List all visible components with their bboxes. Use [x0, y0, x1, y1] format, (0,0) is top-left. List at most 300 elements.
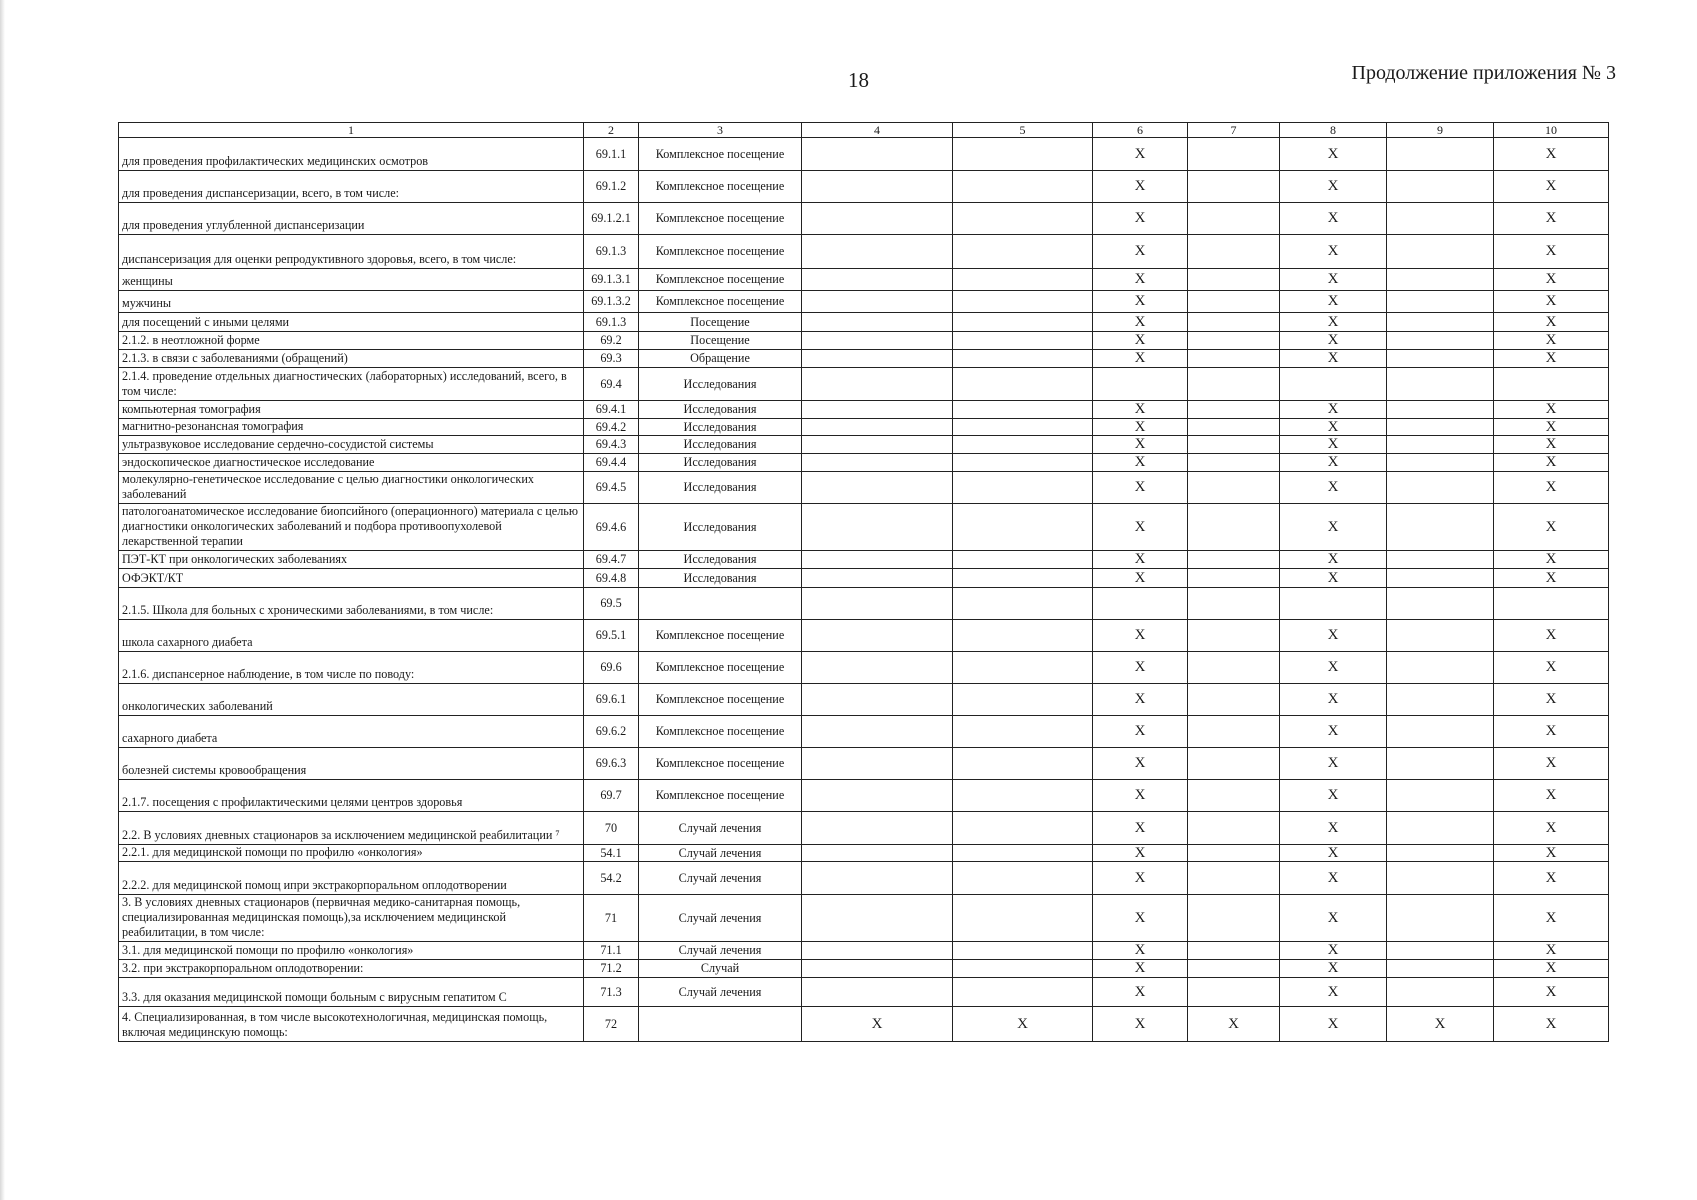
mark-cell-4 — [802, 138, 953, 171]
mark-cell-7 — [1188, 332, 1280, 350]
mark-cell-6: X — [1093, 652, 1188, 684]
mark-cell-4 — [802, 942, 953, 960]
mark-cell-4 — [802, 350, 953, 368]
table-row — [119, 171, 1609, 203]
mark-cell-6: X — [1093, 203, 1188, 235]
page-number: 18 — [848, 68, 869, 92]
row-code-cell: 69.5 — [584, 588, 639, 620]
mark-cell-9 — [1387, 845, 1494, 862]
mark-cell-7 — [1188, 368, 1280, 401]
mark-cell-8: X — [1280, 436, 1387, 454]
row-name-cell: 2.1.6. диспансерное наблюдение, в том числе по поводу: — [119, 652, 584, 684]
row-name-cell: 2.1.2. в неотложной форме — [119, 332, 584, 350]
table-row — [119, 454, 1609, 472]
row-name-cell: 2.1.5. Школа для больных с хроническими заболеваниями, в том числе: — [119, 588, 584, 620]
mark-cell-5 — [953, 332, 1093, 350]
mark-cell-10 — [1494, 368, 1609, 401]
mark-cell-8: X — [1280, 960, 1387, 978]
mark-cell-7 — [1188, 454, 1280, 472]
row-code-cell: 54.2 — [584, 862, 639, 895]
column-header-3: 3 — [639, 123, 802, 138]
row-name-cell: ОФЭКТ/КТ — [119, 569, 584, 588]
mark-cell-7 — [1188, 504, 1280, 551]
table-row — [119, 1007, 1609, 1042]
mark-cell-7 — [1188, 652, 1280, 684]
mark-cell-4 — [802, 269, 953, 291]
mark-cell-10: X — [1494, 419, 1609, 436]
row-code-cell: 69.3 — [584, 350, 639, 368]
mark-cell-4 — [802, 716, 953, 748]
row-code-cell: 69.7 — [584, 780, 639, 812]
row-name-cell: ПЭТ-КТ при онкологических заболеваниях — [119, 551, 584, 569]
mark-cell-10: X — [1494, 436, 1609, 454]
mark-cell-8: X — [1280, 332, 1387, 350]
mark-cell-8: X — [1280, 454, 1387, 472]
row-code-cell: 69.1.3 — [584, 235, 639, 269]
table-header-row — [119, 123, 1609, 138]
mark-cell-6: X — [1093, 138, 1188, 171]
mark-cell-10: X — [1494, 203, 1609, 235]
mark-cell-7 — [1188, 171, 1280, 203]
mark-cell-8: X — [1280, 748, 1387, 780]
mark-cell-5 — [953, 350, 1093, 368]
mark-cell-4 — [802, 332, 953, 350]
mark-cell-10: X — [1494, 569, 1609, 588]
mark-cell-8: X — [1280, 291, 1387, 313]
mark-cell-9 — [1387, 171, 1494, 203]
table-row — [119, 291, 1609, 313]
mark-cell-7 — [1188, 942, 1280, 960]
row-unit-cell: Комплексное посещение — [639, 138, 802, 171]
mark-cell-6: X — [1093, 895, 1188, 942]
mark-cell-9 — [1387, 780, 1494, 812]
mark-cell-10: X — [1494, 138, 1609, 171]
mark-cell-9 — [1387, 454, 1494, 472]
mark-cell-6 — [1093, 368, 1188, 401]
row-name-cell: для проведения профилактических медицинских осмотров — [119, 138, 584, 171]
mark-cell-9 — [1387, 895, 1494, 942]
mark-cell-10: X — [1494, 942, 1609, 960]
mark-cell-5 — [953, 235, 1093, 269]
mark-cell-8: X — [1280, 780, 1387, 812]
table-row — [119, 684, 1609, 716]
mark-cell-6: X — [1093, 401, 1188, 419]
mark-cell-5 — [953, 780, 1093, 812]
mark-cell-6: X — [1093, 332, 1188, 350]
mark-cell-6: X — [1093, 504, 1188, 551]
mark-cell-9 — [1387, 588, 1494, 620]
table-row — [119, 551, 1609, 569]
row-unit-cell: Комплексное посещение — [639, 171, 802, 203]
row-name-cell: молекулярно-генетическое исследование с целью диагностики онкологических заболеваний — [119, 472, 584, 504]
mark-cell-6: X — [1093, 960, 1188, 978]
table-row — [119, 138, 1609, 171]
row-code-cell: 69.6.2 — [584, 716, 639, 748]
row-unit-cell: Обращение — [639, 350, 802, 368]
row-code-cell: 71.2 — [584, 960, 639, 978]
row-code-cell: 69.4.3 — [584, 436, 639, 454]
row-code-cell: 69.1.3.1 — [584, 269, 639, 291]
mark-cell-6: X — [1093, 454, 1188, 472]
mark-cell-7 — [1188, 845, 1280, 862]
mark-cell-10: X — [1494, 401, 1609, 419]
row-name-cell: онкологических заболеваний — [119, 684, 584, 716]
mark-cell-8: X — [1280, 401, 1387, 419]
mark-cell-8: X — [1280, 235, 1387, 269]
mark-cell-7 — [1188, 748, 1280, 780]
row-code-cell: 69.4.4 — [584, 454, 639, 472]
mark-cell-7 — [1188, 138, 1280, 171]
mark-cell-8: X — [1280, 1007, 1387, 1042]
mark-cell-7 — [1188, 291, 1280, 313]
row-name-cell: для проведения углубленной диспансеризации — [119, 203, 584, 235]
row-name-cell: магнитно-резонансная томография — [119, 419, 584, 436]
mark-cell-7 — [1188, 313, 1280, 332]
mark-cell-4 — [802, 235, 953, 269]
row-unit-cell: Исследования — [639, 504, 802, 551]
mark-cell-8: X — [1280, 350, 1387, 368]
mark-cell-5 — [953, 269, 1093, 291]
row-unit-cell: Комплексное посещение — [639, 269, 802, 291]
row-name-cell: школа сахарного диабета — [119, 620, 584, 652]
table-row — [119, 716, 1609, 748]
row-unit-cell: Комплексное посещение — [639, 716, 802, 748]
row-unit-cell: Комплексное посещение — [639, 684, 802, 716]
mark-cell-8 — [1280, 368, 1387, 401]
mark-cell-10: X — [1494, 291, 1609, 313]
row-code-cell: 69.6.1 — [584, 684, 639, 716]
mark-cell-7 — [1188, 812, 1280, 845]
mark-cell-10: X — [1494, 960, 1609, 978]
mark-cell-4 — [802, 291, 953, 313]
data-table — [118, 122, 1609, 1042]
mark-cell-5 — [953, 203, 1093, 235]
column-header-5: 5 — [953, 123, 1093, 138]
table-row — [119, 419, 1609, 436]
mark-cell-6: X — [1093, 419, 1188, 436]
row-name-cell: патологоанатомическое исследование биопсийного (операционного) материала с целью диагностики онкологических заболеваний и подбора противоопухолевой лекарственной терапии — [119, 504, 584, 551]
mark-cell-10: X — [1494, 812, 1609, 845]
mark-cell-5 — [953, 401, 1093, 419]
row-name-cell: 3.3. для оказания медицинской помощи больным с вирусным гепатитом С — [119, 978, 584, 1007]
row-name-cell: ультразвуковое исследование сердечно-сосудистой системы — [119, 436, 584, 454]
mark-cell-6: X — [1093, 862, 1188, 895]
mark-cell-4 — [802, 569, 953, 588]
mark-cell-8: X — [1280, 504, 1387, 551]
mark-cell-6: X — [1093, 472, 1188, 504]
mark-cell-5 — [953, 652, 1093, 684]
mark-cell-5 — [953, 748, 1093, 780]
mark-cell-9 — [1387, 620, 1494, 652]
table-row — [119, 332, 1609, 350]
column-header-10: 10 — [1494, 123, 1609, 138]
mark-cell-5 — [953, 313, 1093, 332]
mark-cell-9 — [1387, 419, 1494, 436]
mark-cell-4 — [802, 419, 953, 436]
row-unit-cell: Случай лечения — [639, 978, 802, 1007]
row-code-cell: 69.5.1 — [584, 620, 639, 652]
mark-cell-4 — [802, 551, 953, 569]
mark-cell-4 — [802, 960, 953, 978]
mark-cell-10: X — [1494, 862, 1609, 895]
mark-cell-10: X — [1494, 652, 1609, 684]
mark-cell-5 — [953, 504, 1093, 551]
mark-cell-9 — [1387, 368, 1494, 401]
row-code-cell: 69.6 — [584, 652, 639, 684]
row-unit-cell — [639, 588, 802, 620]
row-unit-cell: Исследования — [639, 551, 802, 569]
table-row — [119, 862, 1609, 895]
mark-cell-5 — [953, 472, 1093, 504]
column-header-8: 8 — [1280, 123, 1387, 138]
row-name-cell: мужчины — [119, 291, 584, 313]
mark-cell-5 — [953, 812, 1093, 845]
mark-cell-5 — [953, 942, 1093, 960]
row-code-cell: 69.4.1 — [584, 401, 639, 419]
row-unit-cell: Исследования — [639, 368, 802, 401]
mark-cell-10: X — [1494, 1007, 1609, 1042]
mark-cell-10: X — [1494, 748, 1609, 780]
mark-cell-6: X — [1093, 350, 1188, 368]
mark-cell-6: X — [1093, 551, 1188, 569]
row-name-cell: 2.2. В условиях дневных стационаров за исключением медицинской реабилитации ⁷ — [119, 812, 584, 845]
mark-cell-10: X — [1494, 684, 1609, 716]
mark-cell-6: X — [1093, 684, 1188, 716]
mark-cell-9 — [1387, 716, 1494, 748]
mark-cell-9 — [1387, 942, 1494, 960]
mark-cell-10: X — [1494, 504, 1609, 551]
mark-cell-10: X — [1494, 313, 1609, 332]
mark-cell-7 — [1188, 419, 1280, 436]
mark-cell-9 — [1387, 472, 1494, 504]
mark-cell-8: X — [1280, 862, 1387, 895]
mark-cell-9 — [1387, 978, 1494, 1007]
row-name-cell: 2.2.1. для медицинской помощи по профилю «онкология» — [119, 845, 584, 862]
mark-cell-5 — [953, 291, 1093, 313]
mark-cell-5 — [953, 588, 1093, 620]
row-unit-cell: Исследования — [639, 454, 802, 472]
mark-cell-6: X — [1093, 269, 1188, 291]
row-name-cell: эндоскопическое диагностическое исследование — [119, 454, 584, 472]
row-name-cell: 4. Специализированная, в том числе высокотехнологичная, медицинская помощь, включая медицинскую помощь: — [119, 1007, 584, 1042]
mark-cell-4 — [802, 652, 953, 684]
mark-cell-10: X — [1494, 269, 1609, 291]
column-header-1: 1 — [119, 123, 584, 138]
table-row — [119, 569, 1609, 588]
mark-cell-4 — [802, 504, 953, 551]
row-name-cell: 3.2. при экстракорпоральном оплодотворении: — [119, 960, 584, 978]
mark-cell-7 — [1188, 401, 1280, 419]
table-row — [119, 895, 1609, 942]
row-code-cell: 69.1.3.2 — [584, 291, 639, 313]
scan-edge — [0, 0, 5, 1200]
mark-cell-5 — [953, 620, 1093, 652]
table-row — [119, 436, 1609, 454]
mark-cell-6: X — [1093, 313, 1188, 332]
mark-cell-4: X — [802, 1007, 953, 1042]
mark-cell-10 — [1494, 588, 1609, 620]
mark-cell-4 — [802, 588, 953, 620]
mark-cell-5 — [953, 845, 1093, 862]
mark-cell-4 — [802, 748, 953, 780]
row-unit-cell: Посещение — [639, 313, 802, 332]
row-code-cell: 69.1.3 — [584, 313, 639, 332]
mark-cell-6: X — [1093, 1007, 1188, 1042]
mark-cell-5 — [953, 716, 1093, 748]
row-name-cell: болезней системы кровообращения — [119, 748, 584, 780]
row-code-cell: 71.1 — [584, 942, 639, 960]
mark-cell-7 — [1188, 472, 1280, 504]
table-body — [119, 138, 1609, 1042]
mark-cell-7: X — [1188, 1007, 1280, 1042]
column-header-2: 2 — [584, 123, 639, 138]
mark-cell-7 — [1188, 895, 1280, 942]
mark-cell-8: X — [1280, 620, 1387, 652]
mark-cell-8: X — [1280, 716, 1387, 748]
row-name-cell: 2.1.4. проведение отдельных диагностических (лабораторных) исследований, всего, в том числе: — [119, 368, 584, 401]
mark-cell-9 — [1387, 551, 1494, 569]
mark-cell-10: X — [1494, 235, 1609, 269]
mark-cell-5 — [953, 454, 1093, 472]
row-code-cell: 69.4.6 — [584, 504, 639, 551]
row-name-cell: для посещений с иными целями — [119, 313, 584, 332]
mark-cell-7 — [1188, 716, 1280, 748]
row-code-cell: 72 — [584, 1007, 639, 1042]
row-code-cell: 54.1 — [584, 845, 639, 862]
row-code-cell: 71 — [584, 895, 639, 942]
mark-cell-7 — [1188, 780, 1280, 812]
mark-cell-9 — [1387, 504, 1494, 551]
mark-cell-8: X — [1280, 978, 1387, 1007]
mark-cell-7 — [1188, 620, 1280, 652]
table-row — [119, 350, 1609, 368]
mark-cell-5 — [953, 368, 1093, 401]
table-row — [119, 472, 1609, 504]
mark-cell-4 — [802, 171, 953, 203]
mark-cell-6: X — [1093, 569, 1188, 588]
mark-cell-8: X — [1280, 138, 1387, 171]
row-unit-cell: Комплексное посещение — [639, 780, 802, 812]
row-name-cell: для проведения диспансеризации, всего, в том числе: — [119, 171, 584, 203]
table-row — [119, 978, 1609, 1007]
mark-cell-4 — [802, 368, 953, 401]
row-code-cell: 69.4.8 — [584, 569, 639, 588]
mark-cell-4 — [802, 436, 953, 454]
mark-cell-9 — [1387, 436, 1494, 454]
mark-cell-8: X — [1280, 472, 1387, 504]
row-code-cell: 70 — [584, 812, 639, 845]
mark-cell-5 — [953, 960, 1093, 978]
mark-cell-7 — [1188, 588, 1280, 620]
mark-cell-10: X — [1494, 454, 1609, 472]
mark-cell-9 — [1387, 203, 1494, 235]
mark-cell-4 — [802, 620, 953, 652]
table-row — [119, 203, 1609, 235]
row-unit-cell: Исследования — [639, 569, 802, 588]
mark-cell-8: X — [1280, 313, 1387, 332]
mark-cell-6: X — [1093, 716, 1188, 748]
row-unit-cell: Случай лечения — [639, 845, 802, 862]
mark-cell-5 — [953, 551, 1093, 569]
mark-cell-9 — [1387, 652, 1494, 684]
mark-cell-6: X — [1093, 171, 1188, 203]
mark-cell-9 — [1387, 812, 1494, 845]
row-unit-cell: Случай лечения — [639, 812, 802, 845]
row-unit-cell: Случай — [639, 960, 802, 978]
mark-cell-5 — [953, 138, 1093, 171]
mark-cell-10: X — [1494, 895, 1609, 942]
mark-cell-7 — [1188, 862, 1280, 895]
mark-cell-8: X — [1280, 942, 1387, 960]
mark-cell-7 — [1188, 684, 1280, 716]
table-row — [119, 942, 1609, 960]
mark-cell-5 — [953, 684, 1093, 716]
table-row — [119, 504, 1609, 551]
table-row — [119, 368, 1609, 401]
mark-cell-5 — [953, 978, 1093, 1007]
table-row — [119, 313, 1609, 332]
mark-cell-7 — [1188, 436, 1280, 454]
table-row — [119, 812, 1609, 845]
table-row — [119, 780, 1609, 812]
table-row — [119, 748, 1609, 780]
mark-cell-6: X — [1093, 780, 1188, 812]
table-row — [119, 588, 1609, 620]
row-unit-cell: Посещение — [639, 332, 802, 350]
mark-cell-9 — [1387, 138, 1494, 171]
mark-cell-10: X — [1494, 620, 1609, 652]
row-name-cell: 3. В условиях дневных стационаров (первичная медико-санитарная помощь, специализированная медицинская помощь),за исключением медицинской реабилитации, в том числе: — [119, 895, 584, 942]
table-row — [119, 845, 1609, 862]
mark-cell-10: X — [1494, 171, 1609, 203]
mark-cell-7 — [1188, 960, 1280, 978]
mark-cell-4 — [802, 978, 953, 1007]
mark-cell-7 — [1188, 569, 1280, 588]
mark-cell-5 — [953, 895, 1093, 942]
row-code-cell: 69.2 — [584, 332, 639, 350]
table-row — [119, 960, 1609, 978]
mark-cell-8: X — [1280, 569, 1387, 588]
mark-cell-4 — [802, 472, 953, 504]
mark-cell-4 — [802, 845, 953, 862]
mark-cell-9 — [1387, 235, 1494, 269]
table-row — [119, 269, 1609, 291]
mark-cell-8: X — [1280, 419, 1387, 436]
appendix-title: Продолжение приложения № 3 — [1351, 62, 1616, 84]
row-code-cell: 71.3 — [584, 978, 639, 1007]
column-header-9: 9 — [1387, 123, 1494, 138]
mark-cell-6: X — [1093, 845, 1188, 862]
mark-cell-6: X — [1093, 748, 1188, 780]
mark-cell-5 — [953, 436, 1093, 454]
mark-cell-10: X — [1494, 716, 1609, 748]
mark-cell-4 — [802, 313, 953, 332]
mark-cell-4 — [802, 862, 953, 895]
mark-cell-9 — [1387, 401, 1494, 419]
mark-cell-10: X — [1494, 472, 1609, 504]
row-code-cell: 69.1.2.1 — [584, 203, 639, 235]
mark-cell-4 — [802, 895, 953, 942]
mark-cell-7 — [1188, 350, 1280, 368]
row-name-cell: сахарного диабета — [119, 716, 584, 748]
mark-cell-5 — [953, 171, 1093, 203]
mark-cell-5: X — [953, 1007, 1093, 1042]
mark-cell-6: X — [1093, 812, 1188, 845]
mark-cell-6: X — [1093, 620, 1188, 652]
mark-cell-7 — [1188, 203, 1280, 235]
row-unit-cell: Случай лечения — [639, 862, 802, 895]
mark-cell-8: X — [1280, 269, 1387, 291]
